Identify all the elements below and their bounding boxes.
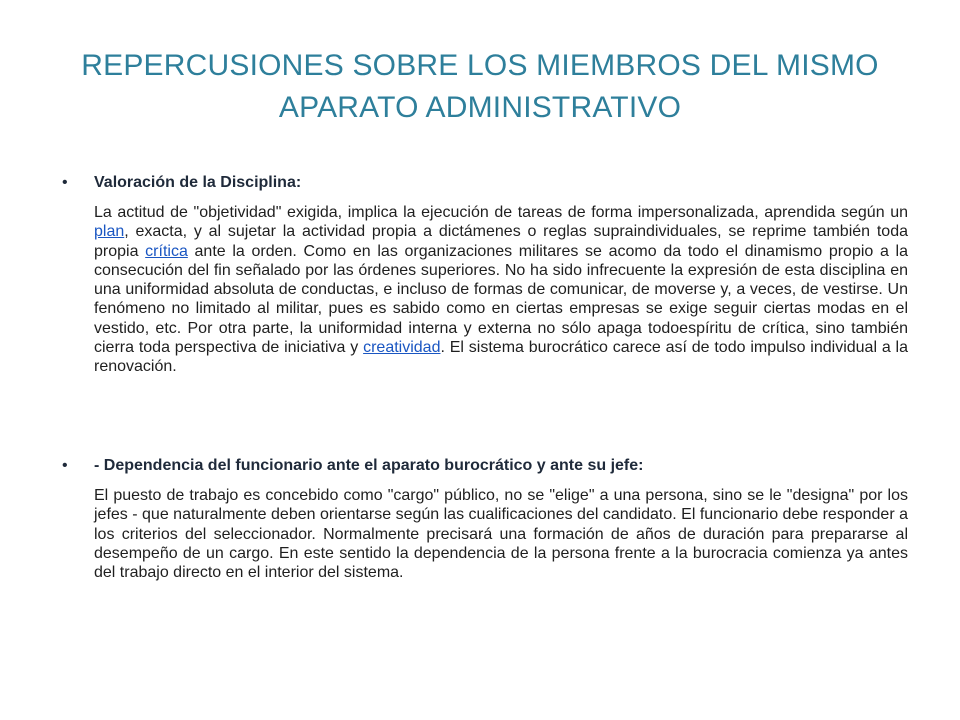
paragraph-text: La actitud de "objetividad" exigida, implica la ejecución de tareas de forma impersonalizada, aprendida según un xyxy=(94,204,908,221)
section-paragraph: El puesto de trabajo es concebido como "cargo" público, no se "elige" a una persona, sino se le "designa" por los jefes - que naturalmente deben orientarse según las cualificaciones del candidato. El funcionario debe responder a los criterios del seleccionador. Normalmente precisará una formación de años de duración para prepararse al desempeño de un cargo. En este sentido la dependencia de la persona frente a la burocracia comienza ya antes del trabajo directo en el interior del sistema. xyxy=(94,487,908,582)
link-critica[interactable]: crítica xyxy=(145,242,188,260)
heading-text: Valoración de la Disciplina: xyxy=(94,174,302,191)
bullet-icon: • xyxy=(62,174,68,191)
link-creatividad[interactable]: creatividad xyxy=(363,339,441,357)
paragraph-text: , exacta, y al sujetar la actividad propia a dictámenes o reglas supraindividuales, se reprime también toda propia xyxy=(94,223,908,260)
section-paragraph xyxy=(94,203,908,377)
title-line-2: APARATO ADMINISTRATIVO xyxy=(278,91,682,124)
section-heading xyxy=(62,455,908,477)
paragraph-text: . El sistema burocrático carece así de todo impulso individual a la renovación. xyxy=(94,339,909,376)
paragraph-text: ante la orden. Como en las organizaciones militares se acomo da todo el dinamismo propio a la consecución del fin señalado por las órdenes superiores. No ha sido infrecuente la expresión de esta disciplina en una uniformidad absoluta de conductas, e incluso de formas de comunicar, de moverse y, a veces, de vestirse. Un fenómeno no limitado al militar, pues es sabido como en ciertas empresas se exige seguir ciertas modas en el vestido, etc. Por otra parte, la uniformidad interna y externa no sólo apaga todoespíritu de crítica, sino también cierra toda perspectiva de iniciativa y xyxy=(94,242,909,357)
section-dependencia xyxy=(62,455,908,582)
bullet-icon: • xyxy=(62,457,68,474)
slide-title xyxy=(60,45,900,129)
section-heading xyxy=(62,172,908,194)
link-plan[interactable]: plan xyxy=(94,223,125,241)
title-line-1: REPERCUSIONES SOBRE LOS MIEMBROS DEL MISMO xyxy=(81,49,879,82)
heading-text: - Dependencia del funcionario ante el aparato burocrático y ante su jefe: xyxy=(94,457,644,474)
section-disciplina xyxy=(62,172,909,377)
